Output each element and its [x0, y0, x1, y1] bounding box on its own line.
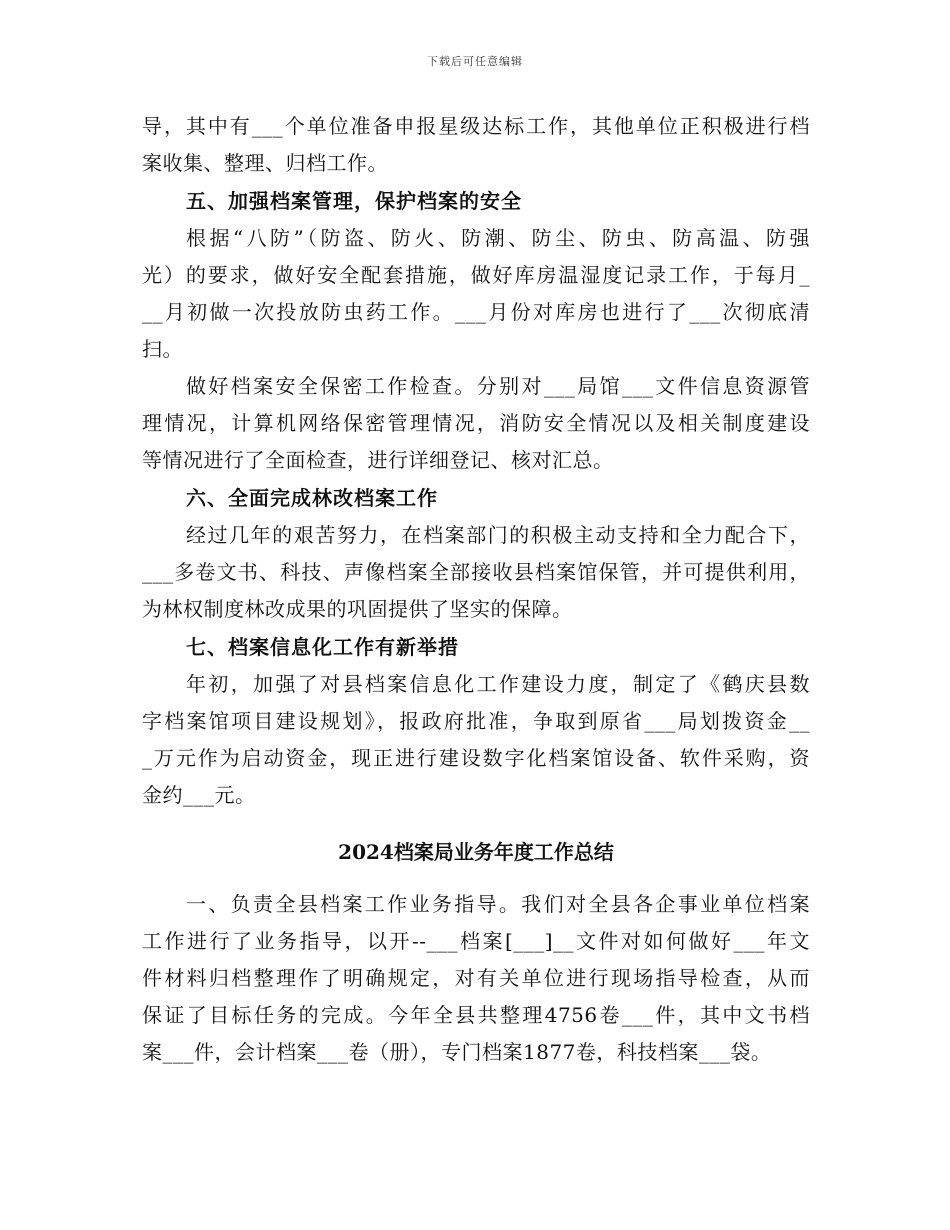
paragraph-line: 导，其中有___个单位准备申报星级达标工作，其他单位正积极进行档 — [142, 114, 810, 138]
paragraph-line: 工作进行了业务指导，以开--___档案[___]__文件对如何做好___年文 — [142, 929, 810, 953]
paragraph-line: 字档案馆项目建设规划》，报政府批准，争取到原省___局划拨资金__ — [142, 709, 810, 733]
section-heading-7: 七、档案信息化工作有新举措 — [186, 635, 459, 659]
document-body — [142, 108, 810, 1071]
paragraph-line: 扫。 — [142, 337, 183, 361]
paragraph-line: 等情况进行了全面检查，进行详细登记、核对汇总。 — [142, 448, 614, 472]
document-title: 2024档案局业务年度工作总结 — [338, 840, 614, 864]
paragraph-line: 为林权制度林改成果的巩固提供了坚实的保障。 — [142, 597, 573, 621]
paragraph-line: ___多卷文书、科技、声像档案全部接收县档案馆保管，并可提供利用， — [142, 560, 810, 584]
page-header: 下载后可任意编辑 — [427, 55, 523, 68]
paragraph-line: 一、负责全县档案工作业务指导。我们对全县各企事业单位档案 — [186, 892, 810, 916]
paragraph-line: 经过几年的艰苦努力，在档案部门的积极主动支持和全力配合下， — [186, 523, 810, 547]
paragraph-line: 金约___元。 — [142, 783, 256, 807]
paragraph-line: 件材料归档整理作了明确规定，对有关单位进行现场指导检查，从而 — [142, 966, 810, 990]
paragraph-line: __月初做一次投放防虫药工作。___月份对库房也进行了___次彻底清 — [142, 300, 810, 324]
paragraph-line: 光）的要求，做好安全配套措施，做好库房温湿度记录工作，于每月_ — [142, 263, 810, 287]
paragraph-line: 理情况，计算机网络保密管理情况，消防安全情况以及相关制度建设 — [142, 411, 810, 435]
paragraph-line: 案___件，会计档案___卷（册），专门档案1877卷，科技档案___袋。 — [142, 1040, 772, 1064]
paragraph-line: 年初，加强了对县档案信息化工作建设力度，制定了《鹤庆县数 — [186, 672, 810, 696]
paragraph-line: 案收集、整理、归档工作。 — [142, 151, 388, 175]
paragraph-line: 根据“八防”（防盗、防火、防潮、防尘、防虫、防高温、防强 — [186, 226, 810, 250]
paragraph-line: 保证了目标任务的完成。今年全县共整理4756卷___件，其中文书档 — [142, 1003, 810, 1027]
paragraph-line: _万元作为启动资金，现正进行建设数字化档案馆设备、软件采购，资 — [142, 746, 810, 770]
paragraph-line: 做好档案安全保密工作检查。分别对___局馆___文件信息资源管 — [186, 374, 810, 398]
section-heading-6: 六、全面完成林改档案工作 — [186, 486, 438, 510]
section-heading-5: 五、加强档案管理，保护档案的安全 — [186, 189, 522, 213]
